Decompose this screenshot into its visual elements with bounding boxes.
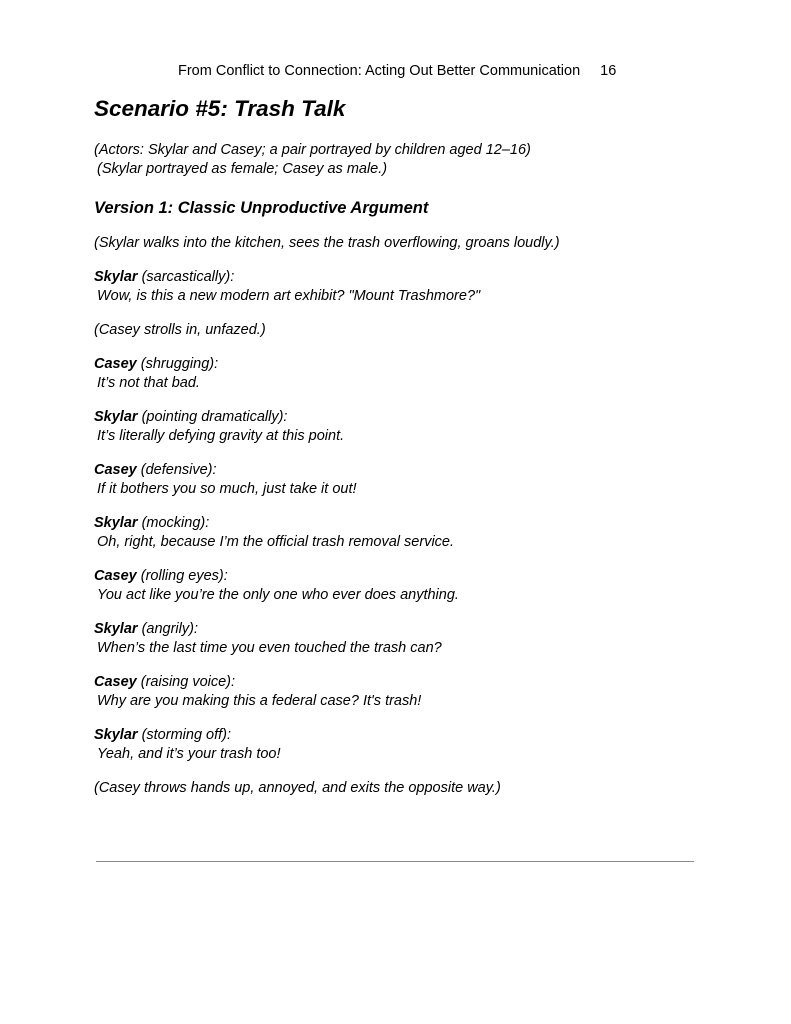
dialogue-block <box>94 355 694 393</box>
speaker-direction: (rolling eyes): <box>136 568 228 584</box>
speaker-line <box>94 268 694 287</box>
dialogue-block <box>94 514 694 552</box>
speaker-name: Skylar <box>94 515 138 531</box>
direction-text: (Casey strolls in, unfazed.) <box>94 322 266 338</box>
dialogue-text: It’s not that bad. <box>97 375 200 391</box>
speaker-name: Casey <box>94 462 137 478</box>
speaker-name: Skylar <box>94 409 138 425</box>
stage-direction <box>94 779 694 798</box>
speaker-line <box>94 461 694 480</box>
speaker-name: Skylar <box>94 269 138 285</box>
speaker-line <box>94 355 694 374</box>
cast-notes <box>94 141 531 179</box>
dialogue-text: Why are you making this a federal case? It's trash! <box>97 693 422 709</box>
dialogue-text: It’s literally defying gravity at this point. <box>97 428 345 444</box>
running-title: From Conflict to Connection: Acting Out Better Communication <box>178 63 581 79</box>
dialogue-text: Yeah, and it’s your trash too! <box>97 746 281 762</box>
speaker-name: Casey <box>94 674 137 690</box>
speaker-name: Casey <box>94 568 137 584</box>
speaker-direction: (mocking): <box>137 515 210 531</box>
dialogue-text: Wow, is this a new modern art exhibit? "Mount Trashmore?" <box>97 288 481 304</box>
scenario-title: Scenario #5: Trash Talk <box>94 96 346 121</box>
opening-direction: (Skylar walks into the kitchen, sees the trash overflowing, groans loudly.) <box>94 235 560 251</box>
running-header <box>178 62 616 80</box>
dialogue-block <box>94 461 694 499</box>
version-heading: Version 1: Classic Unproductive Argument <box>94 199 429 217</box>
horizontal-divider <box>96 861 694 862</box>
speaker-line <box>94 514 694 533</box>
dialogue-block <box>94 620 694 658</box>
closing-direction: (Casey throws hands up, annoyed, and exits the opposite way.) <box>94 780 501 796</box>
page-number: 16 <box>600 63 617 79</box>
speaker-direction: (sarcastically): <box>137 269 235 285</box>
stage-direction <box>94 234 694 253</box>
dialogue-text: When’s the last time you even touched the trash can? <box>97 640 442 656</box>
speaker-name: Skylar <box>94 621 138 637</box>
dialogue-text: If it bothers you so much, just take it out! <box>97 481 357 497</box>
speaker-direction: (shrugging): <box>136 356 219 372</box>
speaker-line <box>94 726 694 745</box>
dialogue-block <box>94 268 694 306</box>
speaker-line <box>94 408 694 427</box>
script-body <box>94 234 694 813</box>
dialogue-text: Oh, right, because I’m the official trash removal service. <box>97 534 455 550</box>
speaker-direction: (raising voice): <box>136 674 236 690</box>
speaker-direction: (pointing dramatically): <box>137 409 288 425</box>
dialogue-block <box>94 567 694 605</box>
actors-line: (Actors: Skylar and Casey; a pair portrayed by children aged 12–16) <box>94 142 531 158</box>
speaker-line <box>94 620 694 639</box>
speaker-direction: (angrily): <box>137 621 198 637</box>
dialogue-text: You act like you’re the only one who ever does anything. <box>97 587 459 603</box>
speaker-name: Casey <box>94 356 137 372</box>
stage-direction <box>94 321 694 340</box>
dialogue-block <box>94 408 694 446</box>
speaker-direction: (defensive): <box>136 462 217 478</box>
speaker-line <box>94 567 694 586</box>
speaker-name: Skylar <box>94 727 138 743</box>
speaker-line <box>94 673 694 692</box>
dialogue-block <box>94 726 694 764</box>
dialogue-block <box>94 673 694 711</box>
speaker-direction: (storming off): <box>137 727 232 743</box>
portrayal-line: (Skylar portrayed as female; Casey as male.) <box>97 161 388 177</box>
